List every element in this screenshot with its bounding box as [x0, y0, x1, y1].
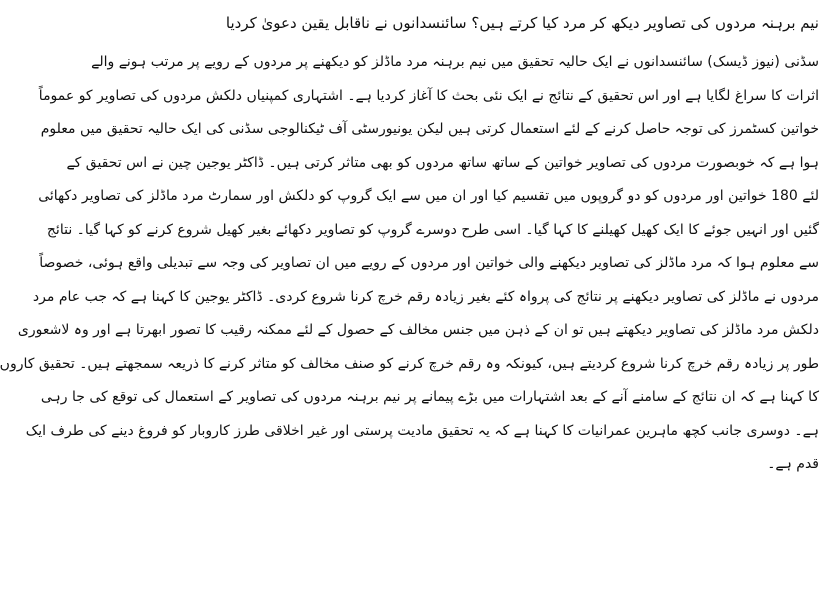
article-line: خواتین کسٹمرز کی توجہ حاصل کرنے کے لئے استعمال کرتی ہیں لیکن یونیورسٹی آف ٹیکنالوجی سڈنی کی ایک حالیہ تحقیق میں معلوم [40, 121, 819, 137]
article-line: اثرات کا سراغ لگایا ہے اور اس تحقیق کے نتائج نے ایک نئی بحث کا آغاز کردیا ہے۔ اشتہاری کمپنیاں دلکش مردوں کی تصاویر کو عموماً [38, 87, 819, 104]
article-line: سڈنی (نیوز ڈیسک) سائنسدانوں نے ایک حالیہ تحقیق میں نیم برہنہ مرد ماڈلز کو دیکھنے پر مردوں کے رویے پر مرتب ہونے والے [91, 54, 819, 70]
article-line: مردوں نے ماڈلز کی تصاویر دیکھنے پر نتائج کی پرواہ کئے بغیر زیادہ رقم خرچ کرنا شروع کردی۔ ڈاکٹر یوجین کا کہنا ہے کہ جب عام مرد [32, 288, 819, 305]
article-line: ہے۔ دوسری جانب کچھ ماہرین عمرانیات کا کہنا ہے کہ یہ تحقیق مادیت پرستی اور غیر اخلاقی طرز کاروبار کو فروغ دینے کی طرف ایک [25, 422, 819, 439]
article-line: لئے 180 خواتین اور مردوں کو دو گروپوں میں تقسیم کیا اور ان میں سے ایک گروپ کو دلکش اور سمارٹ مرد ماڈلز کی تصاویر دکھائی [38, 188, 819, 204]
article-line: قدم ہے۔ [767, 456, 819, 472]
article-line: دلکش مرد ماڈلز کی تصاویر دیکھتے ہیں تو ان کے ذہن میں جنس مخالف کے حصول کے لئے ممکنہ رقیب کا تصور ابھرتا ہے اور وہ لاشعوری [17, 322, 819, 338]
article-title: نیم برہنہ مردوں کی تصاویر دیکھ کر مرد کیا کرتے ہیں؟ سائنسدانوں نے ناقابل یقین دعویٰ کردیا [225, 14, 819, 32]
article-line: ہوا ہے کہ خوبصورت مردوں کی تصاویر خواتین کے ساتھ ساتھ مردوں کو بھی متاثر کرتی ہیں۔ ڈاکٹر یوجین چین نے اس تحقیق کے [66, 154, 819, 171]
article-line: کا کہنا ہے کہ ان نتائج کے سامنے آنے کے بعد اشتہارات میں بڑے پیمانے پر نیم برہنہ مردوں کی تصاویر کے استعمال کی توقع کی جا رہی [40, 389, 819, 405]
article-line: سے معلوم ہوا کہ مرد ماڈلز کی تصاویر دیکھنے والی خواتین اور مردوں کے رویے میں ان تصاویر کی وجہ سے تبدیلی واقع ہوئی، خصوصاً [39, 255, 819, 271]
article-line: طور پر زیادہ رقم خرچ کرنا شروع کردیتے ہیں، کیونکہ وہ رقم خرچ کرنے کو صنف مخالف کو متاثر کرنے کا ذریعہ سمجھتے ہیں۔ تحقیق کاروں [0, 355, 819, 372]
article-body [0, 46, 819, 482]
article-line: گئیں اور انہیں جوئے کا ایک کھیل کھیلنے کا کہا گیا۔ اسی طرح دوسرے گروپ کو تصاویر دکھائے بغیر کھیل شروع کرنے کو کہا گیا۔ نتائج [46, 221, 819, 238]
